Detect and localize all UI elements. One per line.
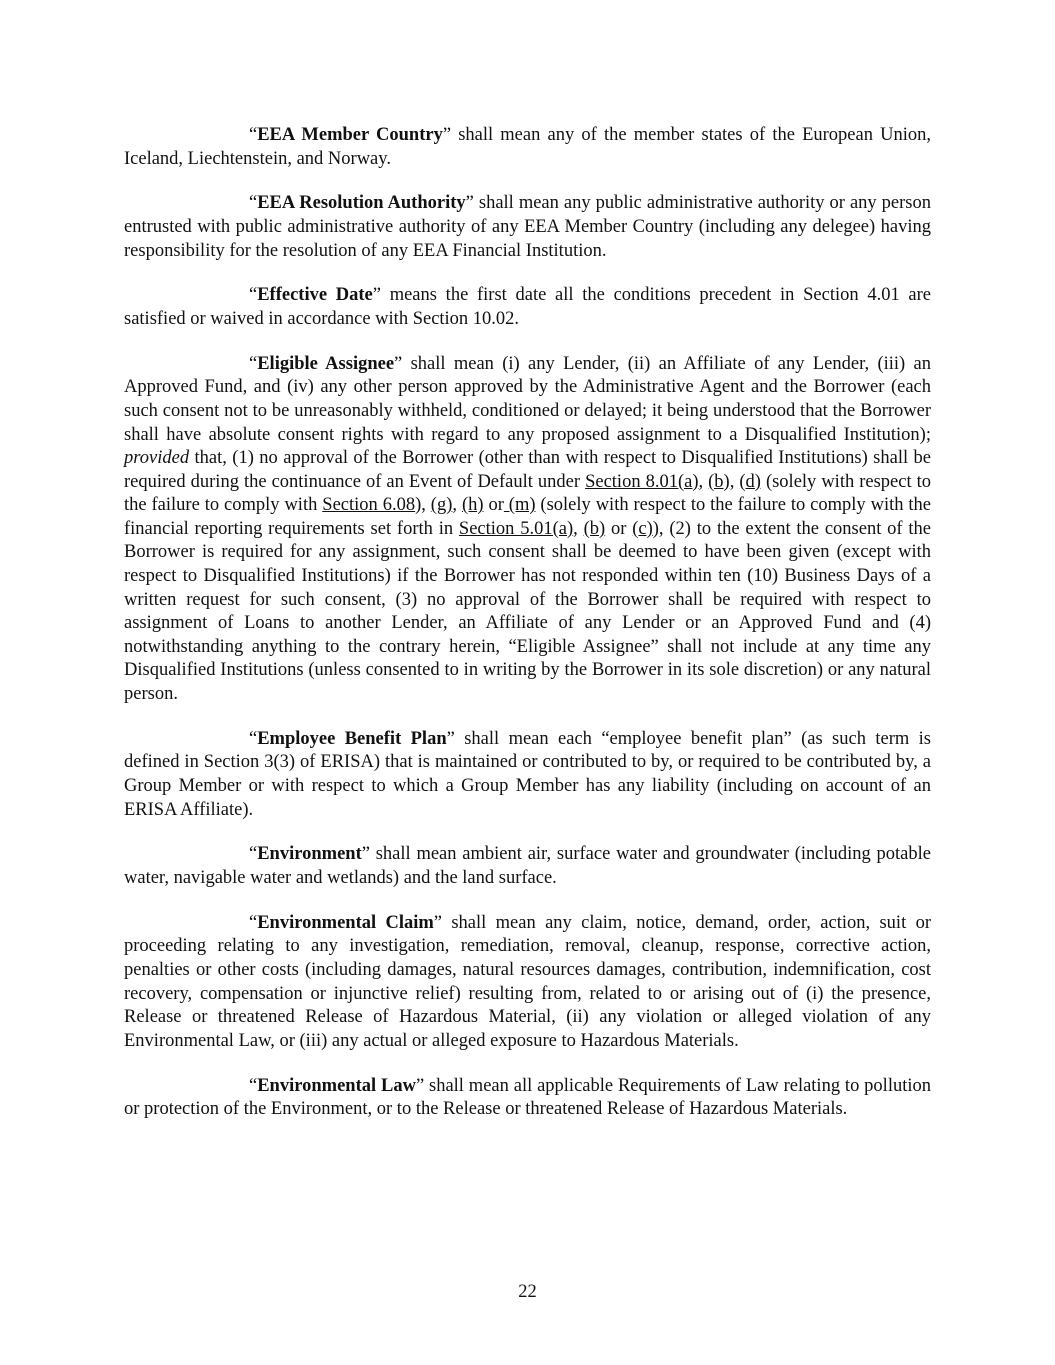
section-reference: (b) [708, 471, 730, 492]
section-reference: Section 8.01(a) [585, 471, 699, 492]
separator-text: or [483, 495, 504, 516]
separator-text: , [573, 518, 584, 539]
defined-term: Effective Date [257, 285, 373, 306]
open-quote: “ [249, 1075, 258, 1096]
definition-text: ” shall mean any of the member states of the European Union, Iceland, Liechtenstein, and Norway. [124, 125, 931, 169]
open-quote: “ [249, 193, 258, 214]
defined-term: Environmental Law [257, 1075, 416, 1096]
definition-text: ), (2) to the extent the consent of the Borrower is required for any assignment, such consent shall be deemed to have been given (except with respect to Disqualified Institutions) if the Borrower has not responded within ten (10) Business Days of a written request for such consent, (3) no approval of the Borrower shall be required with respect to assignment of Loans to another Lender, an Affiliate of any Lender or an Approved Fund and (4) notwithstanding anything to the contrary herein, “Eligible Assignee” shall not include at any time any Disqualified Institutions (unless consented to in writing by the Borrower in its sole discretion) or any natural person. [124, 518, 931, 705]
section-reference: (d) [739, 471, 761, 492]
separator-text: or [605, 518, 633, 539]
definition-environment [124, 843, 931, 890]
definition-employee-benefit-plan [124, 728, 931, 822]
definition-eligible-assignee [124, 353, 931, 707]
open-quote: “ [249, 912, 258, 933]
definition-text: ” shall mean all applicable Requirements of Law relating to pollution or protection of the Environment, or to the Release or threatened Release of Hazardous Materials. [124, 1075, 931, 1120]
defined-term: Environment [257, 844, 362, 865]
defined-term: EEA Member Country [257, 125, 443, 145]
definition-text: that, (1) no approval of the Borrower (other than with respect to Disqualified Institutions) shall be required during the continuance of an Event of Default under [124, 448, 931, 492]
definition-text: ” shall mean (i) any Lender, (ii) an Affiliate of any Lender, (iii) an Approved Fund, and (iv) any other person approved by the Administrative Agent and the Borrower (each such consent not to be unreasonably withheld, conditioned or delayed; it being understood that the Borrower shall have absolute consent rights with regard to any proposed assignment to a Disqualified Institution); [124, 353, 931, 445]
section-reference: Section 5.01(a) [458, 518, 574, 539]
section-reference: Section 6.08 [322, 495, 416, 516]
section-reference: (h) [461, 495, 484, 516]
separator-text: , [698, 471, 709, 492]
separator-text: , [729, 471, 740, 492]
definition-effective-date [124, 284, 931, 331]
defined-term: Employee Benefit Plan [257, 728, 447, 749]
open-quote: “ [249, 353, 258, 374]
proviso-term: provided [124, 448, 190, 469]
open-quote: “ [249, 844, 258, 865]
separator-text: , [452, 495, 462, 516]
definition-environmental-law [124, 1075, 931, 1122]
definition-text: (solely with respect to the failure to comply with [124, 471, 932, 516]
section-reference: (g) [430, 495, 453, 516]
open-quote: “ [249, 728, 258, 749]
page-number: 22 [518, 1282, 537, 1302]
definition-text: ” shall mean ambient air, surface water and groundwater (including potable water, navigable water and wetlands) and the land surface. [124, 844, 931, 888]
definition-eea-resolution-authority [124, 192, 931, 263]
definition-text: ” means the first date all the conditions precedent in Section 4.01 are satisfied or waived in accordance with Section 10.02. [124, 285, 931, 329]
definition-eea-member-country [124, 124, 931, 171]
defined-term: Eligible Assignee [257, 353, 395, 374]
definition-text: (solely with respect to the failure to comply with the financial reporting requirements set forth in [124, 495, 932, 539]
definition-text: ” shall mean each “employee benefit plan” (as such term is defined in Section 3(3) of ERISA) that is maintained or contributed to by, or required to be contributed by, a Group Member or with respect to which a Group Member has any liability (including on account of an ERISA Affiliate). [124, 728, 932, 820]
section-reference: (m) [503, 495, 536, 516]
definition-text: ” shall mean any public administrative authority or any person entrusted with public administrative authority of any EEA Member Country (including any delegee) having responsibility for the resolution of any EEA Financial Institution. [124, 193, 931, 261]
document-page [124, 124, 931, 1143]
section-reference: (b) [583, 518, 606, 539]
separator-text: ), [415, 495, 431, 516]
open-quote: “ [249, 125, 258, 145]
section-reference: (c) [632, 518, 653, 539]
defined-term: EEA Resolution Authority [257, 193, 466, 214]
defined-term: Environmental Claim [257, 912, 434, 933]
definition-environmental-claim [124, 912, 931, 1054]
definition-text: ” shall mean any claim, notice, demand, order, action, suit or proceeding relating to any investigation, remediation, removal, cleanup, response, corrective action, penalties or other costs (including damages, natural resources damages, contribution, indemnification, cost recovery, compensation or injunctive relief) resulting from, related to or arising out of (i) the presence, Release or threatened Release of Hazardous Material, (ii) any violation or alleged violation of any Environmental Law, or (iii) any actual or alleged exposure to Hazardous Materials. [124, 912, 931, 1051]
open-quote: “ [249, 285, 258, 306]
